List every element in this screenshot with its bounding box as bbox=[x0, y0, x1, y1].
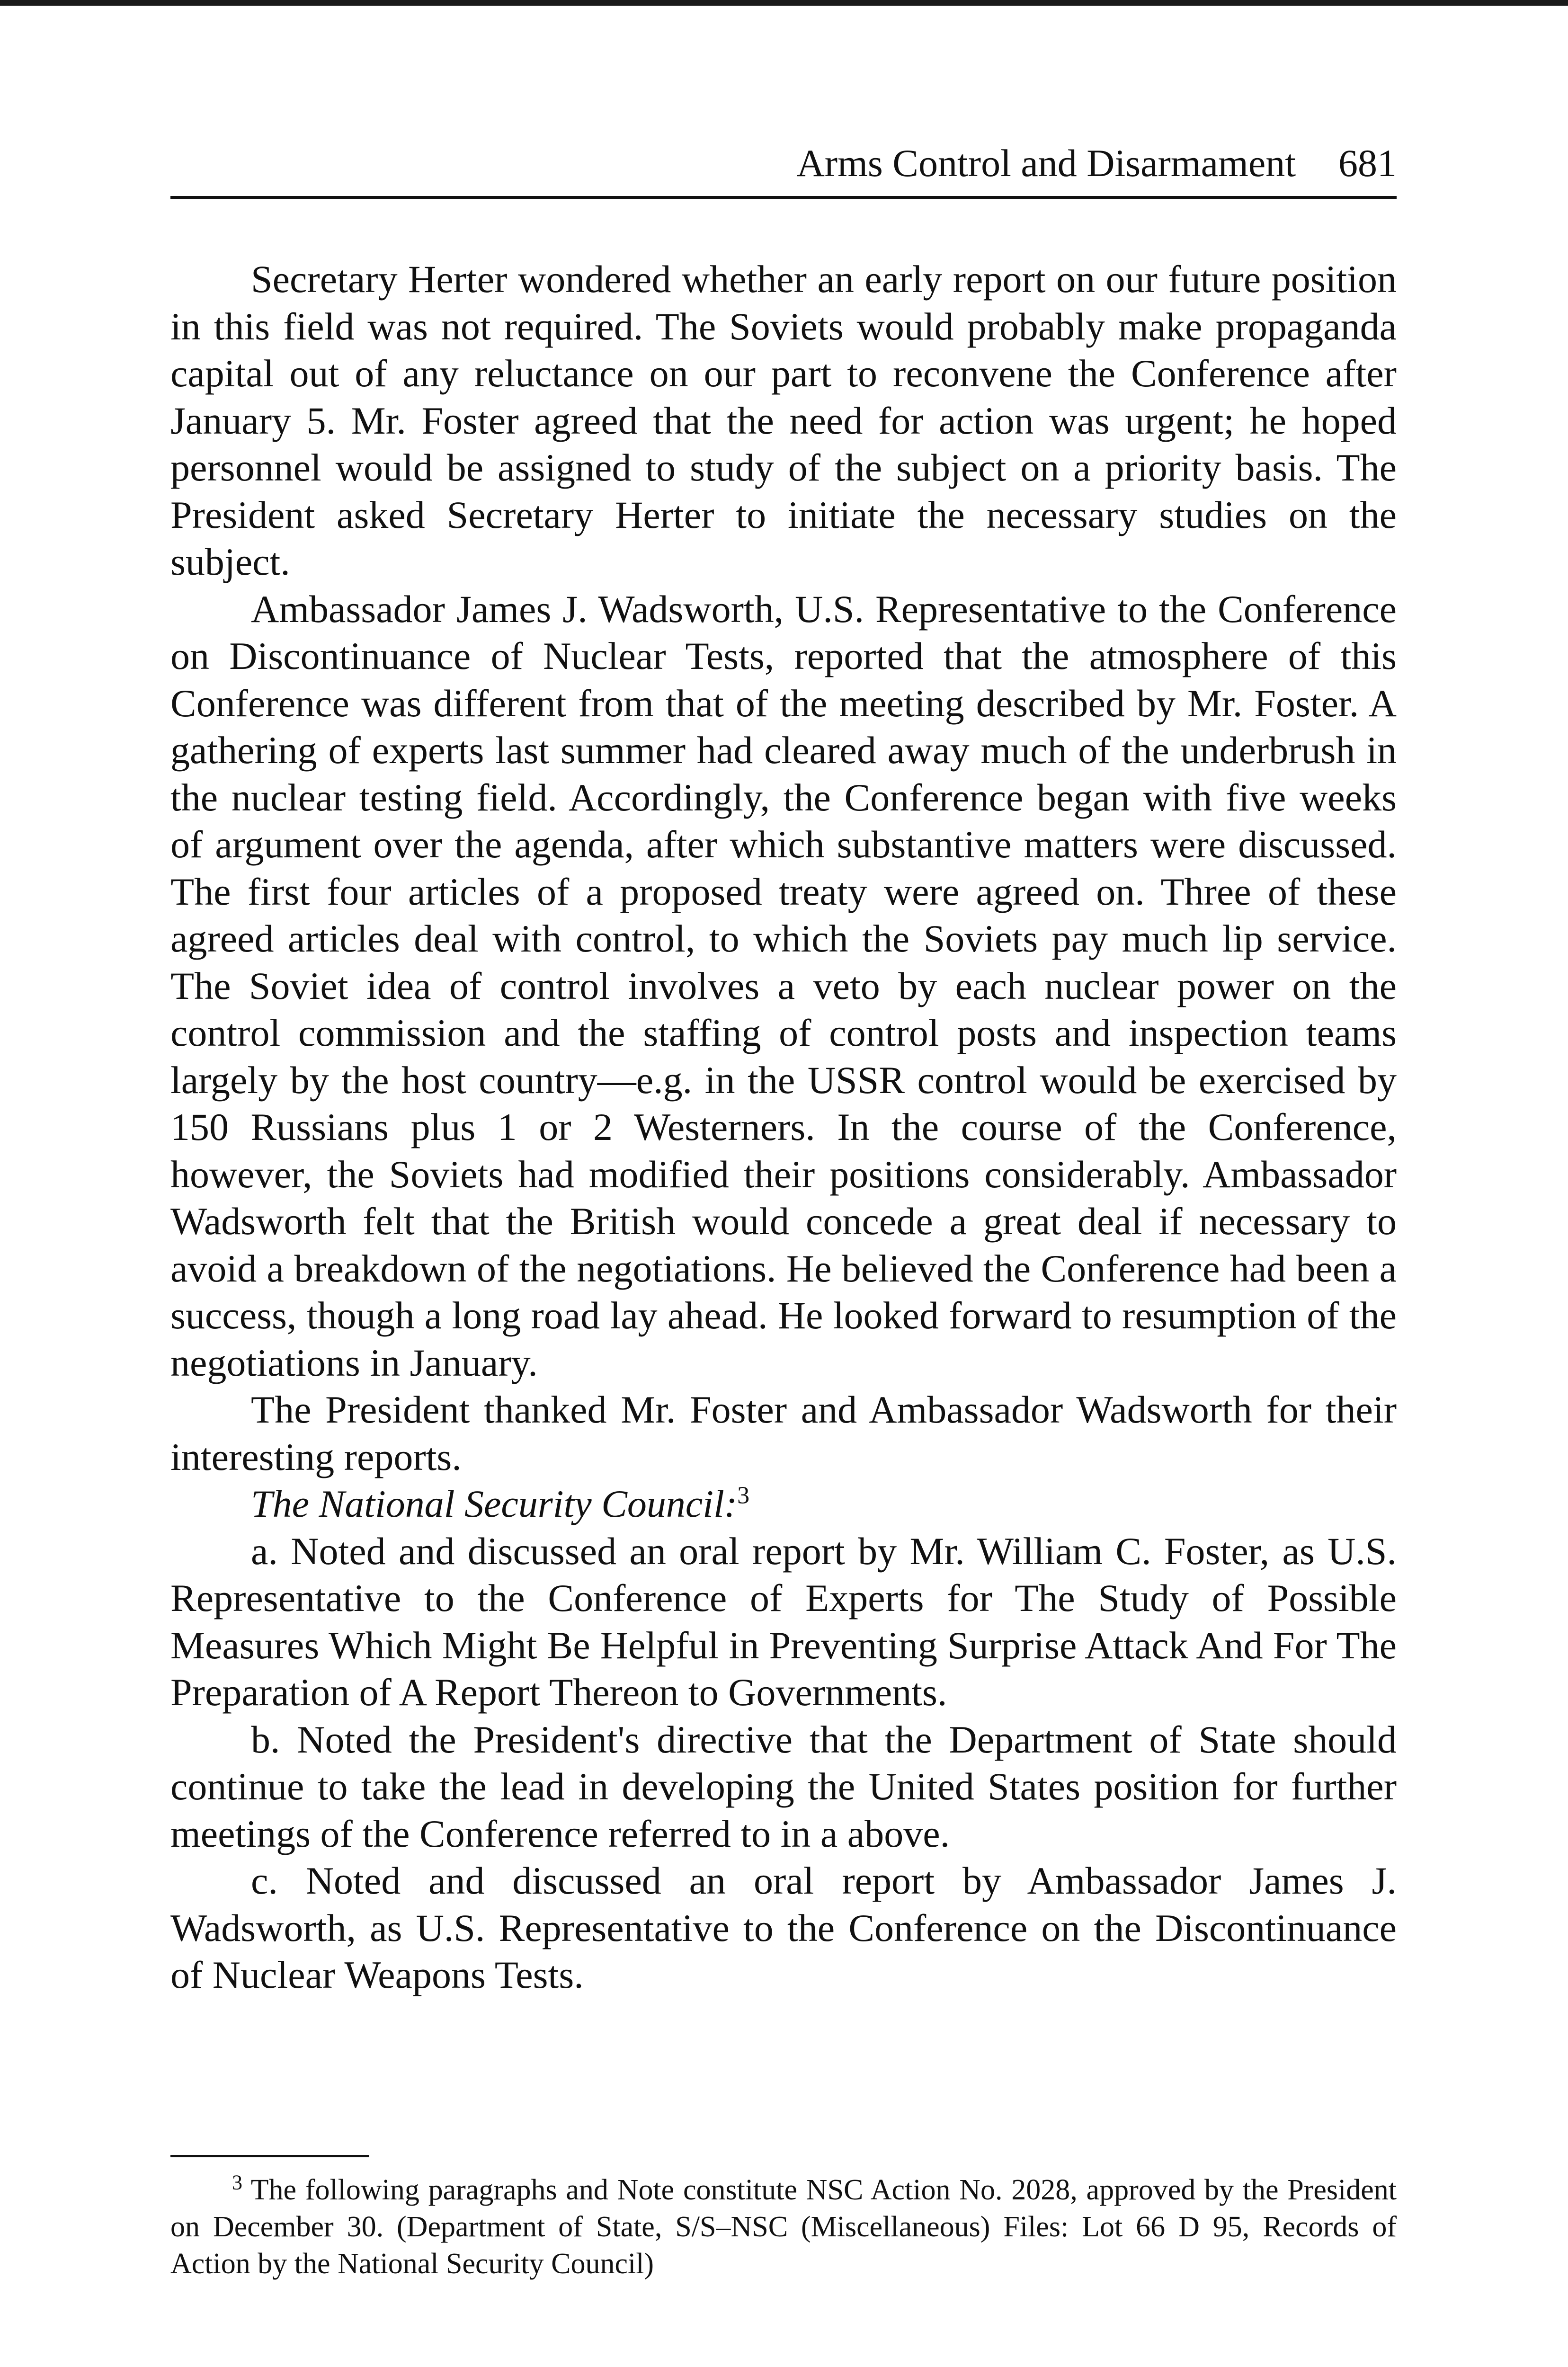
running-header bbox=[170, 142, 1397, 199]
body-text bbox=[170, 256, 1397, 1999]
action-item-b: b. Noted the President's directive that the Department of State should continue to take the lead in developing the United States position for further meetings of the Conference referred to in a above. bbox=[170, 1717, 1397, 1855]
council-heading bbox=[170, 1480, 1397, 1528]
footnote bbox=[170, 2171, 1397, 2282]
document-page bbox=[170, 142, 1397, 2282]
footnote-number: 3 bbox=[232, 2171, 242, 2194]
council-label: The National Security Council: bbox=[251, 1482, 738, 1526]
paragraph-herter: Secretary Herter wondered whether an early report on our future position in this field was not required. The Soviets would probably make propaganda capital out of any reluctance on our part to reconvene the Conference after January 5. Mr. Foster agreed that the need for action was urgent; he hoped personnel would be assigned to study of the subject on a priority basis. The President asked Secretary Herter to initiate the necessary studies on the subject. bbox=[170, 258, 1397, 584]
footnote-text: The following paragraphs and Note constitute NSC Action No. 2028, approved by the President on December 30. (Department of State, S/S–NSC (Miscellaneous) Files: Lot 66 D 95, Records of Action by the National Security Council) bbox=[170, 2173, 1397, 2280]
top-border-rule bbox=[0, 0, 1568, 6]
paragraph-president-thanks: The President thanked Mr. Foster and Ambassador Wadsworth for their interesting reports. bbox=[170, 1388, 1397, 1478]
running-title: Arms Control and Disarmament bbox=[796, 142, 1296, 185]
footnote-divider bbox=[170, 2155, 369, 2157]
action-item-a: a. Noted and discussed an oral report by Mr. William C. Foster, as U.S. Representative to the Conference of Experts for The Study of Possible Measures Which Might Be Helpful in Preventing Surprise Attack And For The Preparation of A Report Thereon to Governments. bbox=[170, 1529, 1397, 1714]
paragraph-wadsworth: Ambassador James J. Wadsworth, U.S. Representative to the Conference on Discontinuance of Nuclear Tests, reported that the atmosphere of this Conference was different from that of the meeting described by Mr. Foster. A gathering of experts last summer had cleared away much of the underbrush in the nuclear testing field. Accordingly, the Conference began with five weeks of argument over the agenda, after which substantive matters were discussed. The first four articles of a proposed treaty were agreed on. Three of these agreed articles deal with control, to which the Soviets pay much lip service. The Soviet idea of control involves a veto by each nuclear power on the control commission and the staffing of control posts and inspection teams largely by the host country—e.g. in the USSR control would be exercised by 150 Russians plus 1 or 2 Westerners. In the course of the Conference, however, the Soviets had modified their positions considerably. Ambassador Wadsworth felt that the British would concede a great deal if necessary to avoid a breakdown of the negotiations. He believed the Conference had been a success, though a long road lay ahead. He looked forward to resumption of the negotiations in January. bbox=[170, 587, 1397, 1384]
action-item-c: c. Noted and discussed an oral report by Ambassador James J. Wadsworth, as U.S. Representative to the Conference on the Discontinuance of Nuclear Weapons Tests. bbox=[170, 1859, 1397, 1997]
page-number: 681 bbox=[1338, 142, 1397, 185]
footnote-reference[interactable]: 3 bbox=[737, 1482, 750, 1509]
